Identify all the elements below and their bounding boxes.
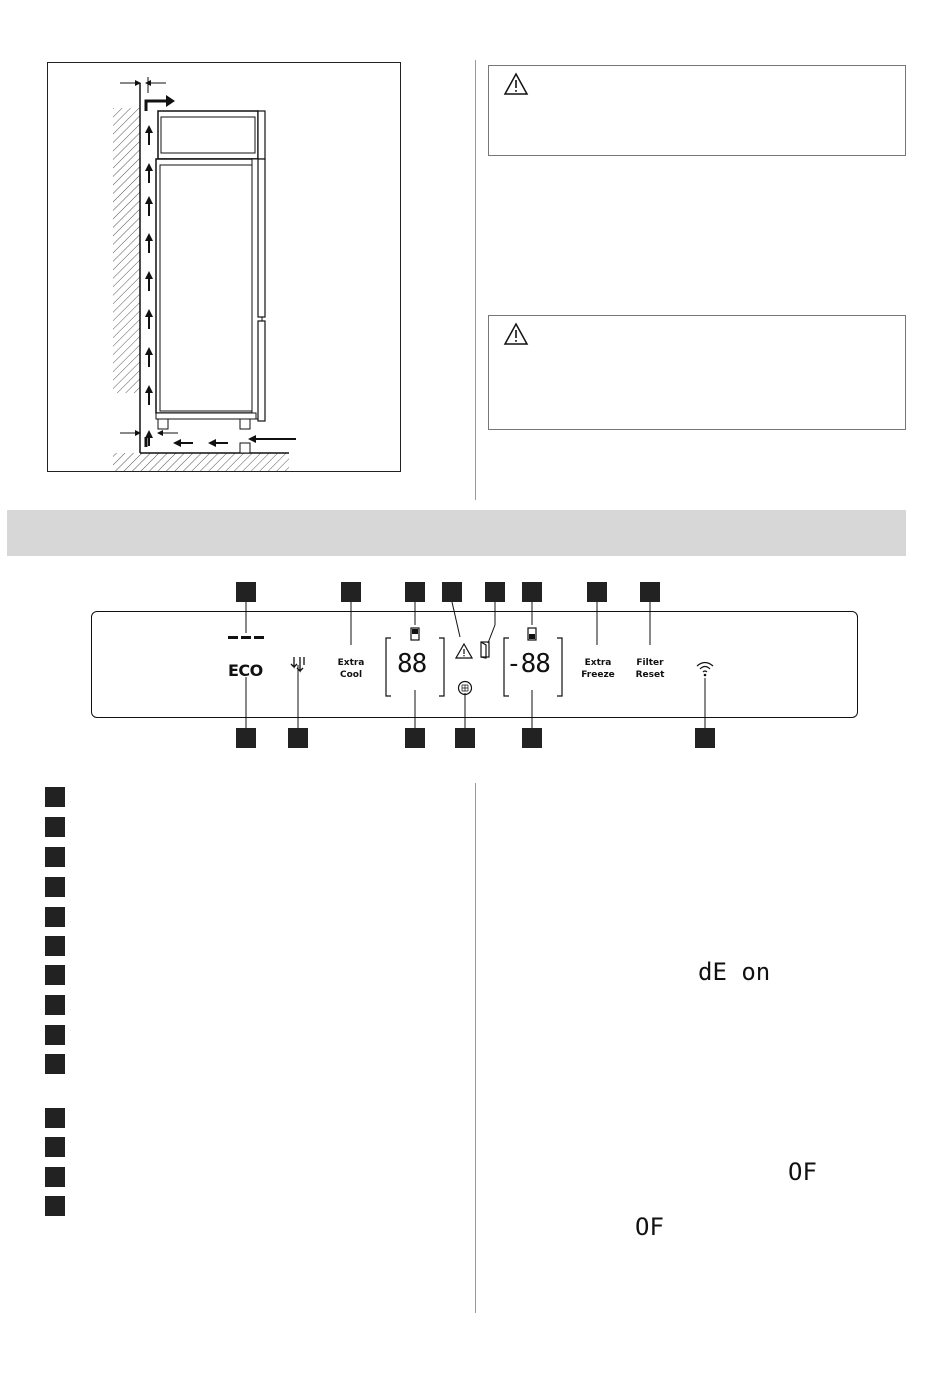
airflow-arrows-left (173, 435, 296, 447)
off-display: OF (635, 1213, 664, 1241)
column-divider (475, 783, 476, 1313)
legend-marker (45, 1054, 65, 1074)
filter-reset-button[interactable] (630, 657, 670, 681)
legend-marker (45, 907, 65, 927)
legend-marker (45, 1108, 65, 1128)
warning-triangle-icon (455, 643, 473, 659)
warning-box-1 (488, 65, 906, 156)
filter-reset-label-line1: Filter (636, 658, 664, 668)
warning-triangle-icon (503, 322, 529, 346)
filter-icon (457, 680, 473, 696)
wall-hatch (113, 108, 140, 393)
control-panel-figure (0, 575, 950, 755)
bar-indicator-icon (228, 633, 268, 643)
section-heading-band (7, 510, 906, 556)
legend-marker (45, 1167, 65, 1187)
ventilation-diagram (48, 63, 402, 473)
legend-marker (45, 936, 65, 956)
off-display: OF (788, 1158, 817, 1186)
extra-freeze-label-line1: Extra (584, 658, 612, 668)
floor-hatch (113, 453, 289, 471)
column-divider (475, 60, 476, 500)
filter-reset-label-line2: Reset (635, 670, 665, 680)
extra-freeze-label-line2: Freeze (581, 670, 615, 680)
legend-marker (45, 1025, 65, 1045)
eco-button[interactable]: ECO (228, 661, 263, 680)
air-flow-icon (288, 655, 308, 677)
door-open-icon (480, 641, 492, 659)
extra-cool-label-line2: Cool (339, 670, 363, 680)
legend-marker (45, 965, 65, 985)
fridge-compartment-icon (410, 627, 420, 641)
legend-marker (45, 1137, 65, 1157)
legend-marker (45, 995, 65, 1015)
ventilation-figure (47, 62, 401, 472)
freezer-temperature-display: -88 (506, 649, 550, 679)
freezer-compartment-icon (527, 627, 537, 641)
fridge-temperature-display: 88 (397, 649, 427, 679)
warning-box-2 (488, 315, 906, 430)
legend-marker (45, 847, 65, 867)
legend-marker (45, 787, 65, 807)
warning-triangle-icon (503, 72, 529, 96)
legend-marker (45, 877, 65, 897)
legend-marker (45, 817, 65, 837)
wifi-icon[interactable] (695, 659, 715, 677)
legend-marker (45, 1196, 65, 1216)
extra-freeze-button[interactable] (576, 657, 620, 681)
demo-mode-display: dE on (698, 958, 771, 986)
airflow-arrows-up (145, 125, 153, 446)
extra-cool-button[interactable] (331, 657, 371, 681)
control-panel (91, 611, 858, 718)
extra-cool-label-line1: Extra (337, 658, 365, 668)
